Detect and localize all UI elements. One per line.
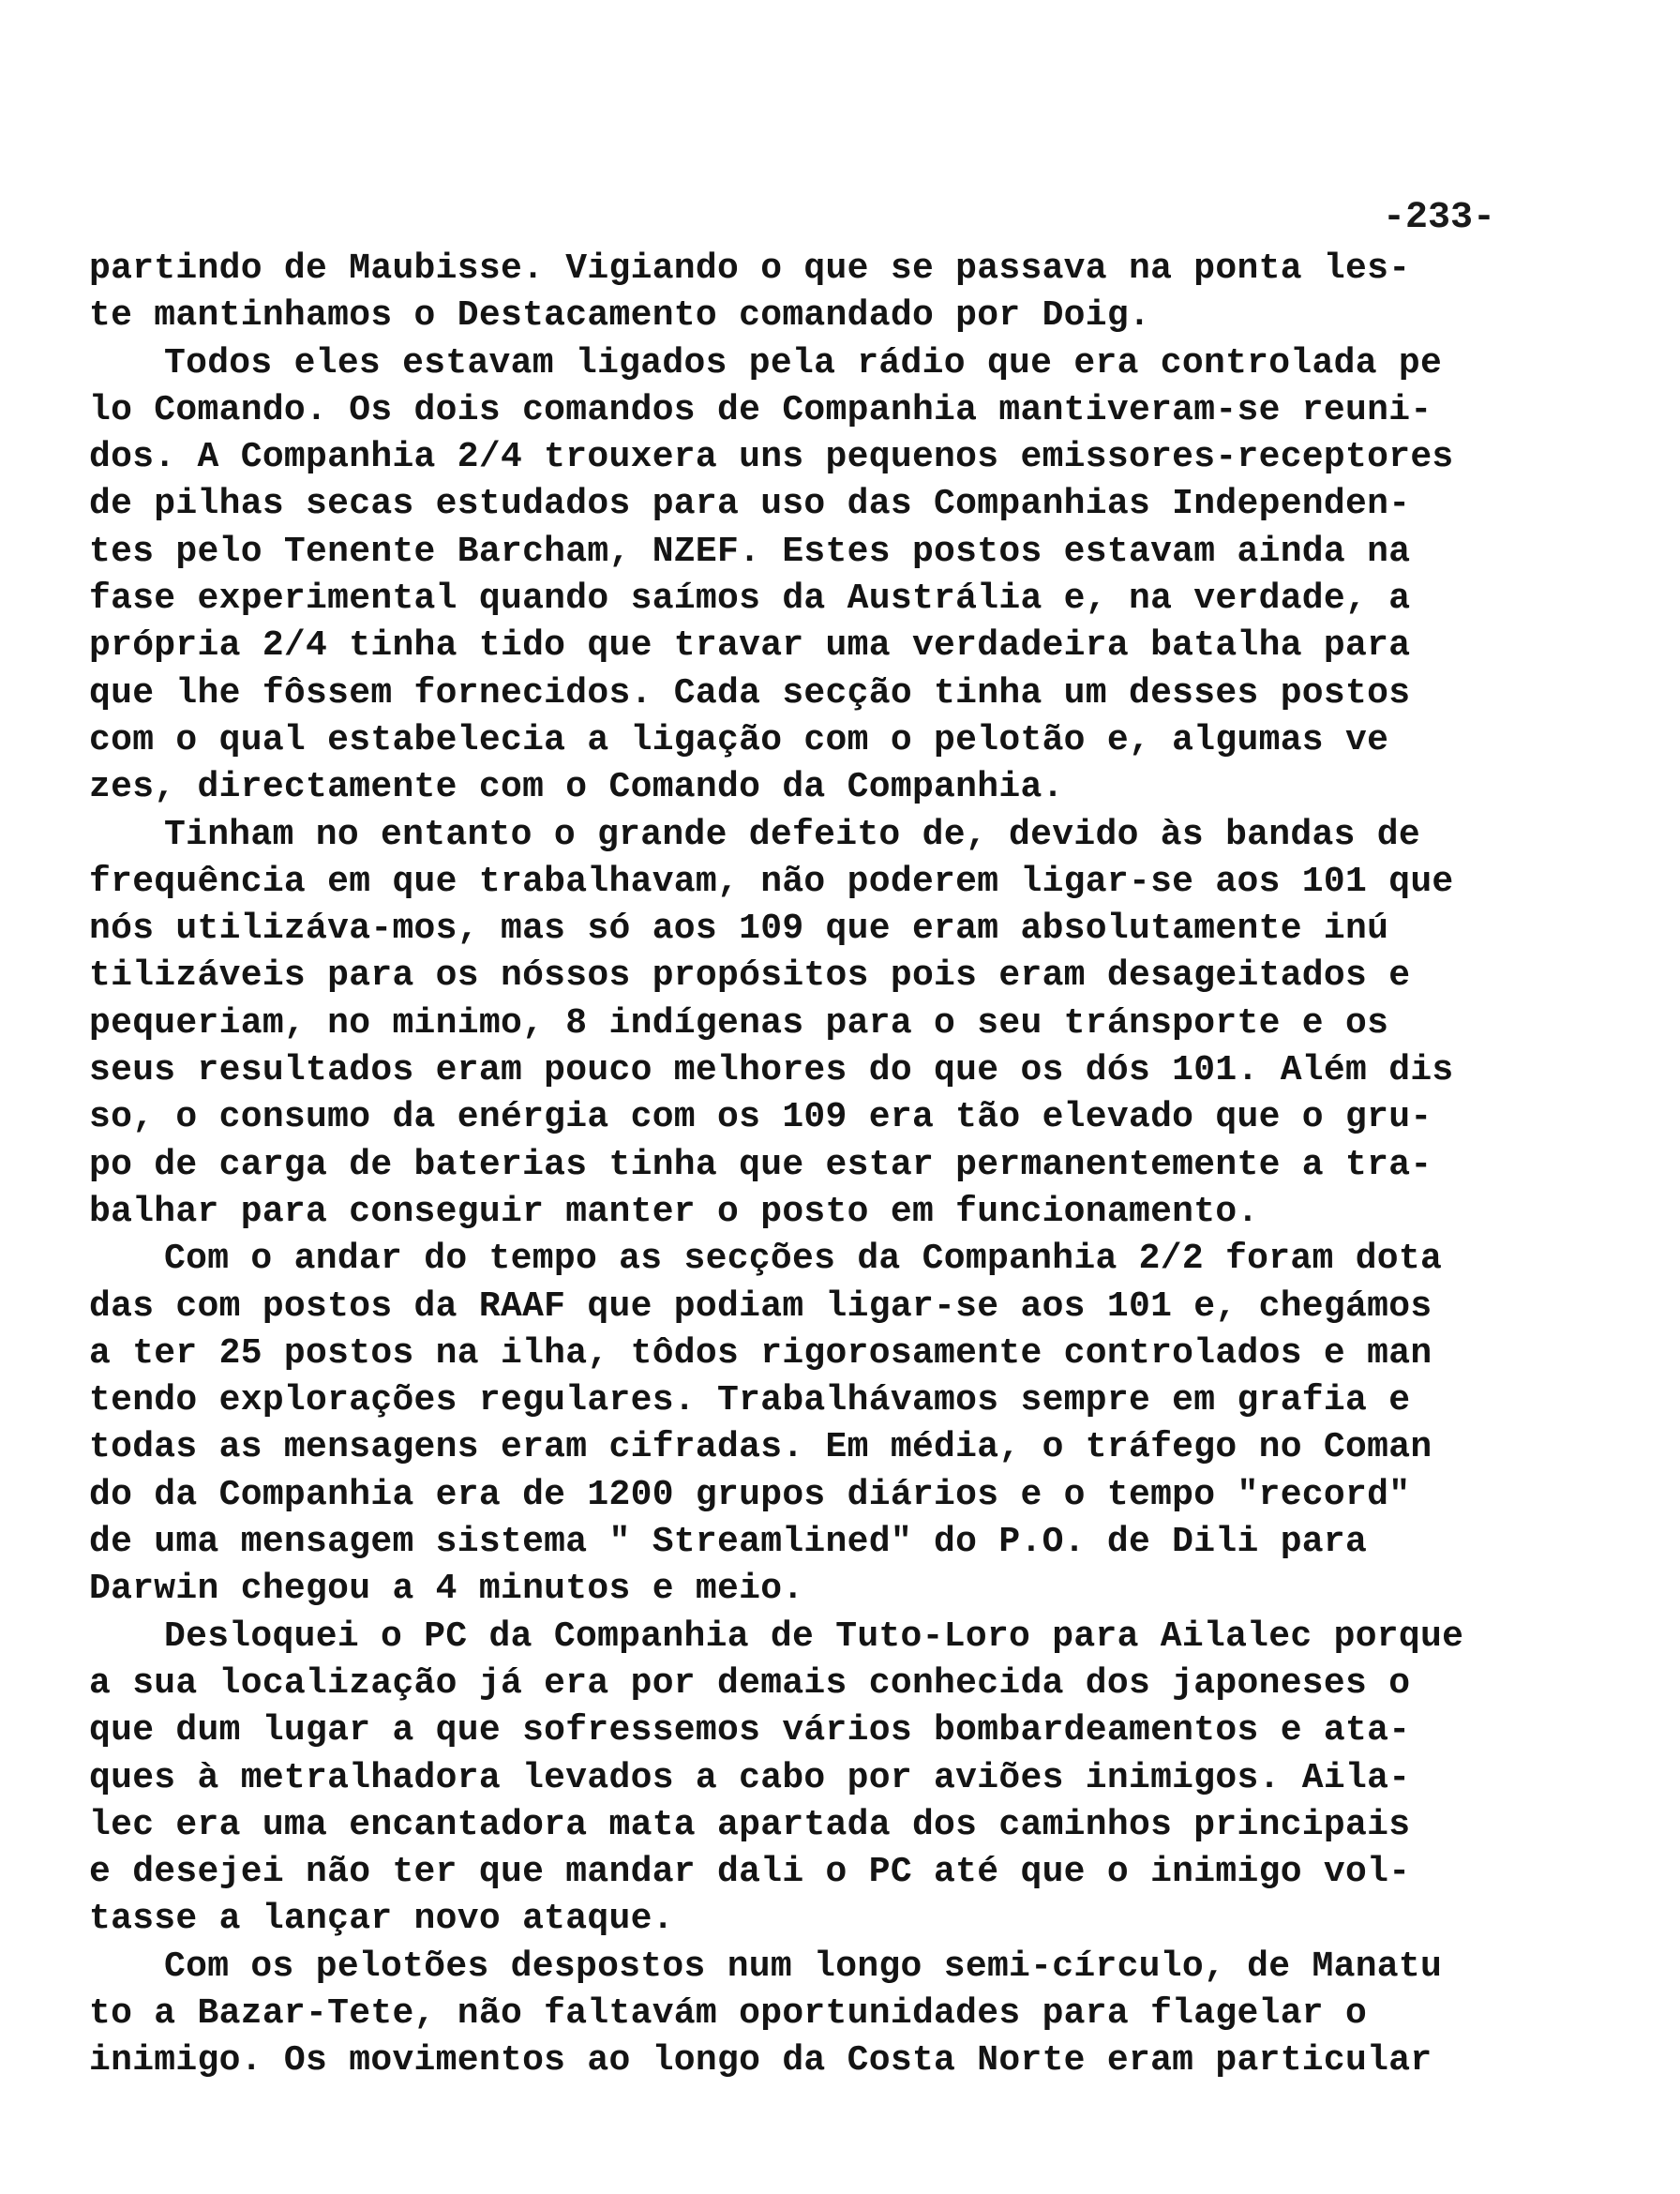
text-line: de pilhas secas estudados para uso das Companhias Independen- [89, 484, 1411, 525]
text-line: todas as mensagens eram cifradas. Em média, o tráfego no Coman [89, 1427, 1432, 1468]
text-line: tes pelo Tenente Barcham, NZEF. Estes postos estavam ainda na [89, 531, 1411, 572]
text-line: do da Companhia era de 1200 grupos diários e o tempo "record" [89, 1474, 1411, 1515]
text-line: tasse a lançar novo ataque. [89, 1899, 674, 1940]
text-line: com o qual estabelecia a ligação com o pelotão e, algumas ve [89, 719, 1389, 760]
text-line: partindo de Maubisse. Vigiando o que se passava na ponta les- [89, 248, 1411, 289]
text-line: ques à metralhadora levados a cabo por aviões inimigos. Aila- [89, 1757, 1411, 1798]
text-line: Darwin chegou a 4 minutos e meio. [89, 1569, 804, 1610]
text-line: nós utilizáva-mos, mas só aos 109 que eram absolutamente inú [89, 909, 1389, 950]
text-line: lec era uma encantadora mata apartada dos caminhos principais [89, 1804, 1411, 1845]
text-line: zes, directamente com o Comando da Companhia. [89, 767, 1064, 808]
paragraph [89, 246, 1552, 340]
text-line: a sua localização já era por demais conhecida dos japoneses o [89, 1662, 1411, 1704]
paragraph [89, 340, 1552, 812]
text-line: te mantinhamos o Destacamento comandado por Doig. [89, 295, 1151, 337]
paragraph [89, 1236, 1552, 1613]
text-line: balhar para conseguir manter o posto em funcionamento. [89, 1191, 1259, 1232]
text-line: so, o consumo da enérgia com os 109 era tão elevado que o gru- [89, 1097, 1432, 1138]
text-line: tilizáveis para os nóssos propósitos pois eram desageitados e [89, 955, 1411, 997]
text-line: a ter 25 postos na ilha, tôdos rigorosamente controlados e man [89, 1332, 1432, 1374]
text-line: Tinham no entanto o grande defeito de, devido às bandas de [164, 814, 1421, 855]
page-number: -233- [1383, 197, 1496, 239]
paragraph [89, 1944, 1552, 2085]
text-line: dos. A Companhia 2/4 trouxera uns pequenos emissores-receptores [89, 437, 1454, 478]
text-line: seus resultados eram pouco melhores do que os dós 101. Além dis [89, 1050, 1454, 1091]
text-line: po de carga de baterias tinha que estar permanentemente a tra- [89, 1144, 1432, 1185]
text-line: to a Bazar-Tete, não faltavám oportunidades para flagelar o [89, 1992, 1368, 2034]
text-line: lo Comando. Os dois comandos de Companhia mantiveram-se reuni- [89, 389, 1432, 430]
text-line: Todos eles estavam ligados pela rádio que era controlada pe [164, 342, 1443, 383]
text-line: e desejei não ter que mandar dali o PC até que o inimigo vol- [89, 1852, 1411, 1893]
text-line: inimigo. Os movimentos ao longo da Costa Norte eram particular [89, 2040, 1432, 2081]
text-line: tendo explorações regulares. Trabalhávamos sempre em grafia e [89, 1380, 1411, 1421]
text-line: Com o andar do tempo as secções da Companhia 2/2 foram dota [164, 1239, 1443, 1280]
paragraph [89, 1614, 1552, 1944]
text-line: própria 2/4 tinha tido que travar uma verdadeira batalha para [89, 625, 1411, 667]
paragraph [89, 812, 1552, 1237]
text-line: frequência em que trabalhavam, não poderem ligar-se aos 101 que [89, 861, 1454, 902]
text-line: das com postos da RAAF que podiam ligar-se aos 101 e, chegámos [89, 1285, 1432, 1327]
text-line: que dum lugar a que sofressemos vários bombardeamentos e ata- [89, 1710, 1411, 1751]
text-line: que lhe fôssem fornecidos. Cada secção tinha um desses postos [89, 672, 1411, 714]
text-line: Desloquei o PC da Companhia de Tuto-Loro para Ailalec porque [164, 1615, 1464, 1657]
text-line: pequeriam, no minimo, 8 indígenas para o seu tránsporte e os [89, 1002, 1389, 1044]
text-line: de uma mensagem sistema " Streamlined" do P.O. de Dili para [89, 1522, 1368, 1563]
text-line: fase experimental quando saímos da Austrália e, na verdade, a [89, 579, 1411, 620]
text-line: Com os pelotões despostos num longo semi-círculo, de Manatu [164, 1946, 1443, 1987]
body-text [89, 246, 1552, 2085]
